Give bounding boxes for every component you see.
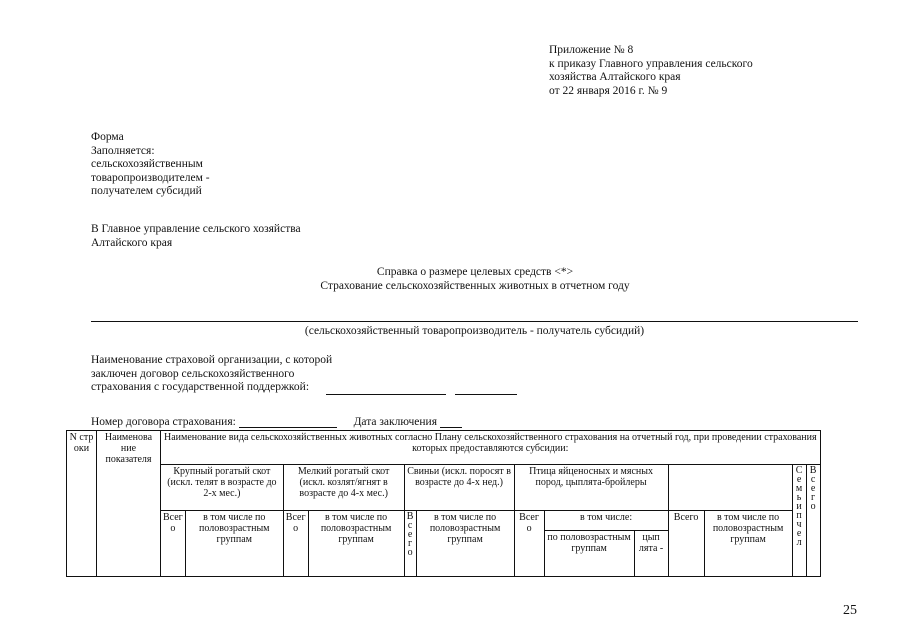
poultry-age-groups: по половозрастным группам bbox=[544, 531, 634, 577]
other-age-groups: в том числе по половозрастным группам bbox=[704, 511, 792, 577]
insurance-org-line: заключен договор сельскохозяйственного bbox=[91, 367, 295, 380]
producer-name-line[interactable] bbox=[91, 321, 858, 322]
title-line-2: Страхование сельскохозяйственных животных в отчетном году bbox=[320, 279, 630, 292]
cattle-age-groups: в том числе по половозрастным группам bbox=[185, 511, 283, 577]
poultry-chickens: цып лята - bbox=[634, 531, 668, 577]
appendix-line: хозяйства Алтайского края bbox=[549, 71, 681, 83]
contract-line bbox=[91, 416, 462, 428]
col-row-number: N стр оки bbox=[67, 431, 97, 577]
group-empty bbox=[668, 465, 792, 511]
col-grand-total: В с е г о bbox=[806, 465, 820, 577]
group-small-cattle: Мелкий рогатый скот (искл. козлят/ягнят в возрасте до 4-х мес.) bbox=[283, 465, 404, 511]
insurance-org-line: Наименование страховой организации, с которой bbox=[91, 354, 333, 366]
producer-caption: (сельскохозяйственный товаропроизводитель - получатель субсидий) bbox=[304, 325, 645, 337]
poultry-total: Всег о bbox=[514, 511, 544, 577]
insurance-org-field[interactable] bbox=[326, 383, 446, 395]
appendix-header bbox=[549, 44, 753, 98]
appendix-line: Приложение № 8 bbox=[549, 44, 634, 56]
cattle-total: Всег о bbox=[161, 511, 186, 577]
appendix-line: от 22 января 2016 г. № 9 bbox=[549, 84, 668, 97]
title-line-1: Справка о размере целевых средств <*> bbox=[376, 266, 574, 278]
group-cattle: Крупный рогатый скот (искл. телят в возрасте до 2-х мес.) bbox=[161, 465, 284, 511]
pigs-age-groups: в том числе по половозрастным группам bbox=[416, 511, 514, 577]
small-cattle-age-groups: в том числе по половозрастным группам bbox=[308, 511, 404, 577]
page-number: 25 bbox=[843, 603, 857, 618]
pigs-total: В с е г о bbox=[404, 511, 416, 577]
form-note-line: товаропроизводителем - bbox=[91, 171, 210, 184]
header-animal-types: Наименование вида сельскохозяйственных животных согласно Плану сельскохозяйственного страхования на отчетный год, при проведении страхования которых предоставляются субсидии: bbox=[161, 431, 821, 465]
insurance-org-label: страхования с государственной поддержкой: bbox=[91, 381, 310, 393]
form-note-line: сельскохозяйственным bbox=[91, 158, 203, 170]
document-title bbox=[170, 266, 780, 293]
poultry-in-that-number: в том числе: bbox=[544, 511, 668, 531]
group-poultry: Птица яйценосных и мясных пород, цыплята-бройлеры bbox=[514, 465, 668, 511]
small-cattle-total: Всег о bbox=[283, 511, 308, 577]
other-total: Всего bbox=[668, 511, 704, 577]
contract-number-label: Номер договора страхования: bbox=[91, 416, 236, 428]
form-note bbox=[91, 131, 210, 199]
insurance-org-line-last bbox=[91, 381, 517, 395]
subsidy-table bbox=[66, 430, 821, 577]
form-note-line: Заполняется: bbox=[91, 144, 155, 157]
form-note-line: получателем субсидий bbox=[91, 185, 202, 197]
insurance-org bbox=[91, 354, 517, 395]
addressee-line: Алтайского края bbox=[91, 236, 173, 249]
form-note-line: Форма bbox=[91, 131, 124, 143]
col-bee-families: С е м ь и п ч е л bbox=[792, 465, 806, 577]
addressee bbox=[91, 223, 301, 250]
contract-date-field[interactable] bbox=[440, 416, 462, 428]
appendix-line: к приказу Главного управления сельского bbox=[549, 57, 753, 70]
addressee-line: В Главное управление сельского хозяйства bbox=[91, 223, 301, 235]
group-pigs: Свиньи (искл. поросят в возрасте до 4-х нед.) bbox=[404, 465, 514, 511]
col-indicator-name: Наименова ние показателя bbox=[97, 431, 161, 577]
insurance-org-field-ext[interactable] bbox=[455, 383, 517, 395]
contract-date-label: Дата заключения bbox=[353, 416, 437, 428]
contract-number-field[interactable] bbox=[239, 416, 337, 428]
